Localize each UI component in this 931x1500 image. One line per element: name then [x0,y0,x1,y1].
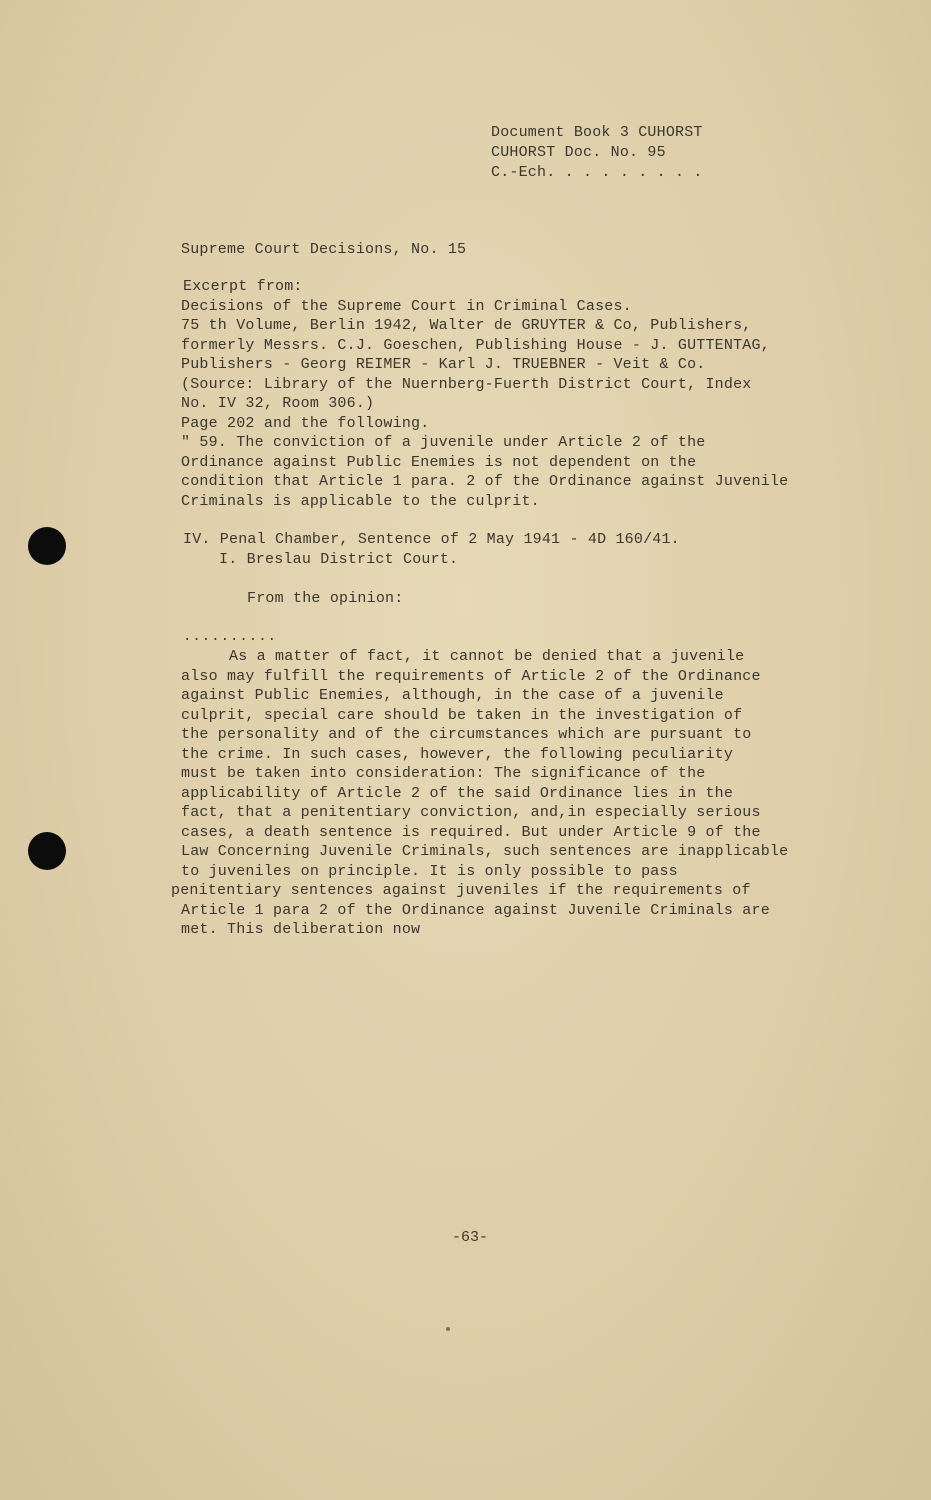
body-line: As a matter of fact, it cannot be denied that a juvenile [229,648,745,665]
excerpt-line: formerly Messrs. C.J. Goeschen, Publishing House - J. GUTTENTAG, [181,337,770,354]
opinion-heading: From the opinion: [247,590,404,607]
paper-speck [446,1327,450,1331]
body-line: to juveniles on principle. It is only possible to pass [181,863,678,880]
sentence-court: I. Breslau District Court. [219,551,459,568]
excerpt-line: Excerpt from: [183,278,303,295]
ellipsis: .......... [183,629,278,645]
body-line: the crime. In such cases, however, the following peculiarity [181,746,734,763]
body-line: against Public Enemies, although, in the case of a juvenile [181,687,724,704]
punch-hole-lower [28,832,66,870]
body-line: cases, a death sentence is required. But under Article 9 of the [181,824,761,841]
doc-title: Supreme Court Decisions, No. 15 [181,241,467,258]
excerpt-line: Decisions of the Supreme Court in Criminal Cases. [181,298,632,315]
body-line: applicability of Article 2 of the said Ordinance lies in the [181,785,734,802]
excerpt-line: Page 202 and the following. [181,415,430,432]
sentence-line: IV. Penal Chamber, Sentence of 2 May 1941 - 4D 160/41. [183,531,680,548]
doc-header-exhibit: C.-Ech. . . . . . . . . [491,164,703,181]
excerpt-line: No. IV 32, Room 306.) [181,395,375,412]
page-number: -63- [452,1229,489,1246]
body-line: must be taken into consideration: The significance of the [181,765,706,782]
excerpt-line: 75 th Volume, Berlin 1942, Walter de GRUYTER & Co, Publishers, [181,317,752,334]
punch-hole-upper [28,527,66,565]
excerpt-line: " 59. The conviction of a juvenile under Article 2 of the [181,434,706,451]
excerpt-line: (Source: Library of the Nuernberg-Fuerth District Court, Index [181,376,752,393]
body-line: culprit, special care should be taken in the investigation of [181,707,743,724]
body-line: penitentiary sentences against juveniles if the requirements of [171,882,751,899]
body-line: Law Concerning Juvenile Criminals, such sentences are inapplicable [181,843,789,860]
excerpt-line: condition that Article 1 para. 2 of the Ordinance against Juvenile [181,473,789,490]
body-line: Article 1 para 2 of the Ordinance against Juvenile Criminals are [181,902,770,919]
doc-header-book: Document Book 3 CUHORST [491,124,703,141]
excerpt-line: Criminals is applicable to the culprit. [181,493,540,510]
doc-header-number: CUHORST Doc. No. 95 [491,144,666,161]
body-line: met. This deliberation now [181,921,421,938]
body-line: the personality and of the circumstances which are pursuant to [181,726,752,743]
body-line: also may fulfill the requirements of Article 2 of the Ordinance [181,668,761,685]
body-line: fact, that a penitentiary conviction, and,in especially serious [181,804,761,821]
excerpt-line: Ordinance against Public Enemies is not dependent on the [181,454,697,471]
excerpt-line: Publishers - Georg REIMER - Karl J. TRUEBNER - Veit & Co. [181,356,706,373]
